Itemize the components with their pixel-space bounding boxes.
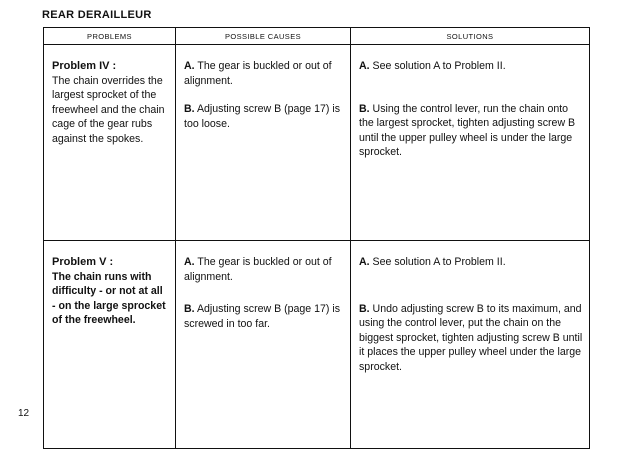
solution-entry-a: [359, 59, 583, 74]
problem-cell: [44, 241, 176, 449]
causes-cell: [176, 241, 351, 449]
cause-entry-b: [184, 102, 344, 131]
solution-text: See solution A to Problem II.: [372, 60, 506, 72]
solution-marker: B.: [359, 102, 370, 115]
cause-marker: B.: [184, 303, 195, 315]
cause-text: Adjusting screw B (page 17) is screwed in too far.: [184, 303, 341, 330]
solution-entry-a: [359, 255, 583, 270]
table-header-row: [44, 28, 590, 45]
problem-title: Problem V :: [52, 256, 114, 268]
cause-entry-b: [184, 302, 344, 331]
cause-text: The gear is buckled or out of alignment.: [184, 256, 332, 283]
troubleshooting-table: [43, 27, 590, 449]
solution-text: See solution A to Problem II.: [372, 256, 506, 268]
solution-entry-b: [359, 102, 583, 160]
causes-cell: [176, 45, 351, 241]
cause-text: The gear is buckled or out of alignment.: [184, 60, 332, 87]
solution-marker: A.: [359, 60, 370, 72]
cause-marker: B.: [184, 103, 195, 115]
column-header-solutions: SOLUTIONS: [351, 28, 590, 45]
solutions-cell: [351, 45, 590, 241]
solution-text: Undo adjusting screw B to its maximum, and using the control lever, put the chain on the biggest sprocket, tighten adjusting screw B until it places the upper pulley wheel under the large sprocket.: [359, 302, 583, 373]
column-header-problems: PROBLEMS: [44, 28, 176, 45]
page-number: 12: [18, 408, 30, 419]
problem-description: The chain runs with difficulty - or not at all - on the large sprocket of the freewheel.: [52, 270, 166, 326]
table-row-problem-v: [44, 241, 590, 449]
table-row-problem-iv: [44, 45, 590, 241]
cause-text: Adjusting screw B (page 17) is too loose.: [184, 103, 341, 130]
problem-title: Problem IV :: [52, 60, 117, 72]
cause-entry-a: [184, 255, 344, 284]
solutions-cell: [351, 241, 590, 449]
cause-marker: A.: [184, 256, 195, 268]
solution-text: Using the control lever, run the chain onto the largest sprocket, tighten adjusting screw B until the upper pulley wheel is under the large sprocket.: [359, 102, 576, 158]
cause-entry-a: [184, 59, 344, 88]
problem-description: The chain overrides the largest sprocket of the freewheel and the chain cage of the gear rubs against the spokes.: [52, 74, 165, 145]
cause-marker: A.: [184, 60, 195, 72]
column-header-causes: POSSIBLE CAUSES: [176, 28, 351, 45]
solution-entry-b: [359, 302, 583, 375]
solution-marker: B.: [359, 302, 370, 315]
section-title: REAR DERAILLEUR: [42, 9, 152, 21]
problem-cell: [44, 45, 176, 241]
solution-marker: A.: [359, 256, 370, 268]
